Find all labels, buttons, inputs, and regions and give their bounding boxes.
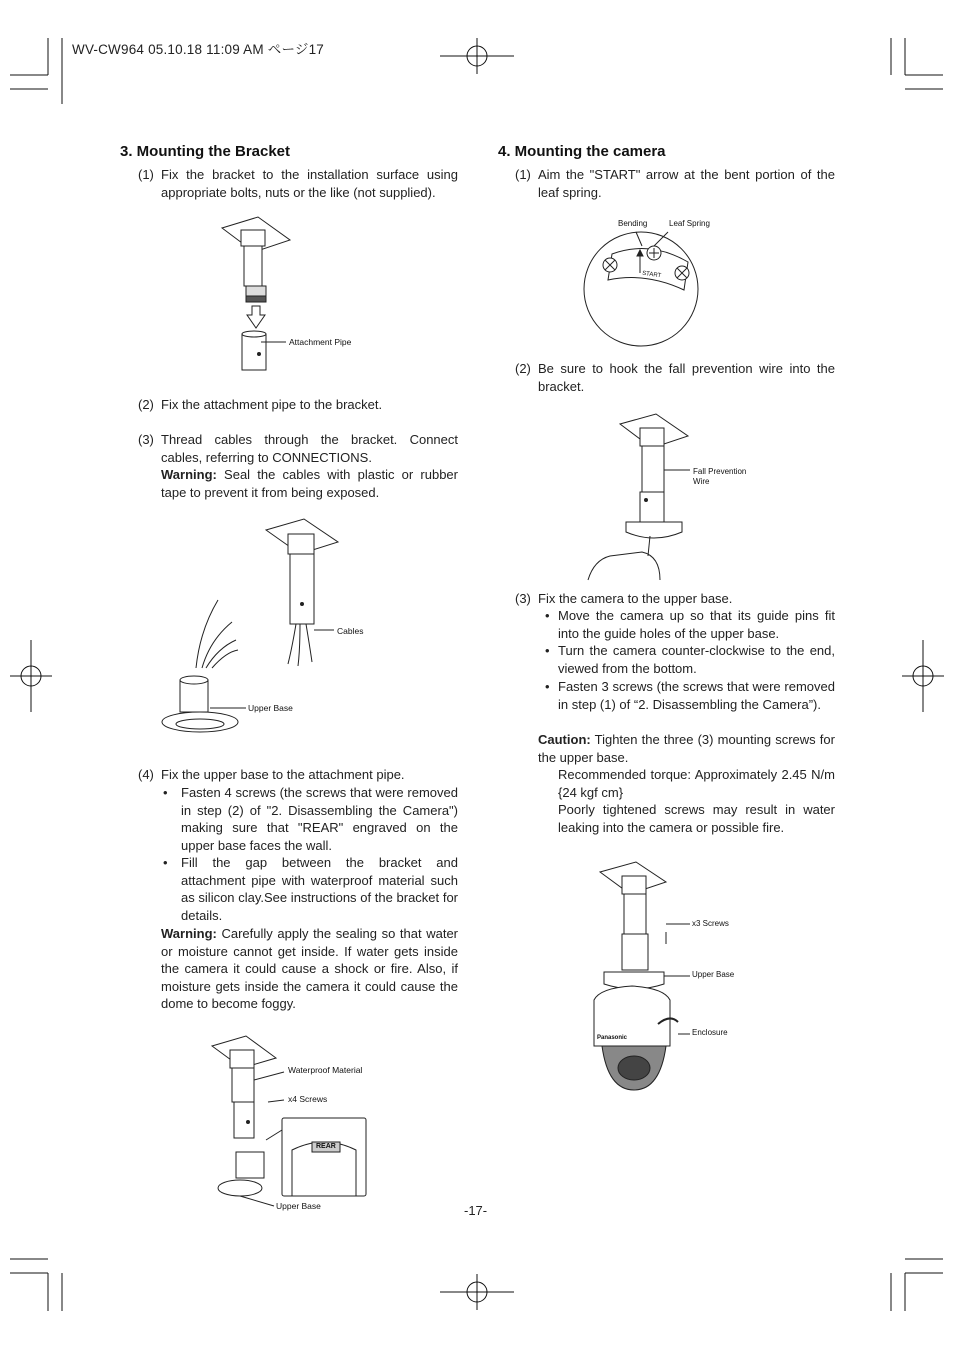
step-number: (4) xyxy=(138,767,154,782)
caution-text: Tighten the three (3) mounting screws for the upper base. xyxy=(538,732,835,765)
step-number: (2) xyxy=(138,397,154,412)
torque-text: Recommended torque: Approximately 2.45 N/m {24 kgf cm} xyxy=(558,767,835,800)
figure-label-attachment-pipe: Attachment Pipe xyxy=(289,337,352,347)
step-number: (1) xyxy=(515,167,531,182)
warning-text: Seal the cables with plastic or rubber tape to prevent it from being exposed. xyxy=(161,467,458,500)
warning-note xyxy=(161,466,458,501)
warning-label: Warning: xyxy=(161,926,217,941)
step-text: Aim the "START" arrow at the bent portion of the leaf spring. xyxy=(538,167,835,200)
section-title-bracket: 3. Mounting the Bracket xyxy=(120,143,291,160)
step-number: (2) xyxy=(515,361,531,376)
figure-label-x3-screws: x3 Screws xyxy=(692,919,729,928)
figure-cables xyxy=(162,519,338,732)
figure-label-upper-base: Upper Base xyxy=(248,703,293,713)
step-text: Be sure to hook the fall prevention wire into the bracket. xyxy=(538,361,835,394)
bullet-text: Fasten 3 screws (the screws that were removed in step (1) of “2. Disassembling the Camera”). xyxy=(558,679,835,712)
figure-label-waterproof: Waterproof Material xyxy=(288,1065,363,1075)
figure-label-bending: Bending xyxy=(618,219,648,228)
bullet: • xyxy=(545,608,550,623)
step-text: Fix the attachment pipe to the bracket. xyxy=(161,397,383,412)
figure-bracket-pipe xyxy=(222,217,290,370)
caution-label: Caution: xyxy=(538,732,591,747)
figure-label-enclosure: Enclosure xyxy=(692,1028,728,1037)
step-number: (3) xyxy=(515,591,531,606)
poorly-text: Poorly tightened screws may result in water leaking into the camera or possible fire. xyxy=(558,802,835,835)
figure-fall-wire xyxy=(588,414,690,580)
step-text: Fix the upper base to the attachment pipe. xyxy=(161,767,405,782)
figure-label-leaf-spring: Leaf Spring xyxy=(669,219,710,228)
figure-label-cables: Cables xyxy=(337,626,364,636)
bullet: • xyxy=(163,855,168,870)
figure-label-rear: REAR xyxy=(316,1143,336,1150)
figure-label-brand: Panasonic xyxy=(597,1035,628,1041)
figure-camera xyxy=(594,862,690,1090)
step-number: (1) xyxy=(138,167,154,182)
bullet-text: Fill the gap between the bracket and attachment pipe with waterproof material such as silicon clay.See instructions of the bracket for details. xyxy=(181,855,458,923)
bullet: • xyxy=(545,643,550,658)
step-text: Fix the camera to the upper base. xyxy=(538,591,733,606)
figure-waterproof xyxy=(212,1036,366,1206)
section-title-camera: 4. Mounting the camera xyxy=(498,143,666,160)
print-header: WV-CW964 05.10.18 11:09 AM ページ17 xyxy=(72,42,324,57)
caution-note xyxy=(538,731,835,766)
figure-label-upper-base: Upper Base xyxy=(276,1201,321,1211)
figure-label-start: START xyxy=(641,270,662,280)
bullet-text: Fasten 4 screws (the screws that were removed in step (2) of "2. Disassembling the Camera") making sure that "REAR" engraved on the upper base faces the wall. xyxy=(181,785,458,853)
figure-label-upper-base: Upper Base xyxy=(692,970,735,979)
step-text: Fix the bracket to the installation surface using appropriate bolts, nuts or the like (not supplied). xyxy=(161,167,458,200)
step-text: Thread cables through the bracket. Connect cables, referring to CONNECTIONS. xyxy=(161,432,458,465)
bullet: • xyxy=(163,785,168,800)
bullet-text: Turn the camera counter-clockwise to the end, viewed from the bottom. xyxy=(558,643,835,676)
warning-note xyxy=(161,925,458,1013)
bullet-text: Move the camera up so that its guide pins fit into the guide holes of the upper base. xyxy=(558,608,835,641)
warning-text: Carefully apply the sealing so that water or moisture cannot get inside. If water gets inside the camera it could cause a shock or fire. Also, if moisture gets inside the camera it could cause the dome to become foggy. xyxy=(161,926,458,1012)
bullet: • xyxy=(545,679,550,694)
warning-label: Warning: xyxy=(161,467,217,482)
figure-label-fall-prevention: Fall Prevention xyxy=(693,467,747,476)
page-number: -17- xyxy=(464,1203,488,1218)
figure-label-wire: Wire xyxy=(693,477,710,486)
figure-start-arrow xyxy=(584,232,698,346)
figure-label-x4-screws: x4 Screws xyxy=(288,1094,328,1104)
step-number: (3) xyxy=(138,432,154,447)
